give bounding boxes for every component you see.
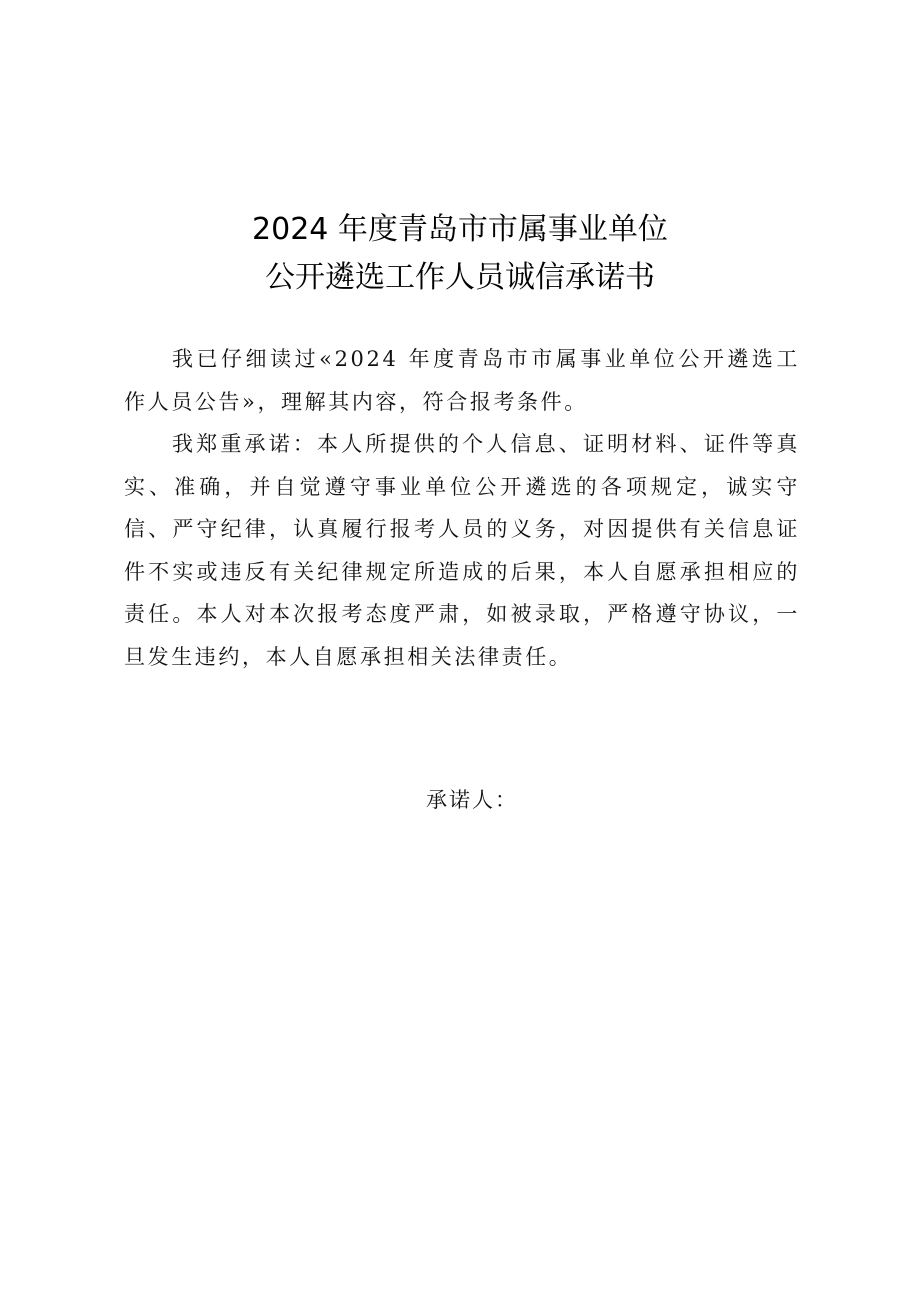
signer-label: 承诺人： xyxy=(426,788,518,812)
paragraph-pledge: 我郑重承诺：本人所提供的个人信息、证明材料、证件等真实、准确，并自觉遵守事业单位公开遴选的各项规定，诚实守信、严守纪律，认真履行报考人员的义务，对因提供有关信息证件不实或违反有关纪律规定所造成的后果，本人自愿承担相应的责任。本人对本次报考态度严肃，如被录取，严格遵守协议，一旦发生违约，本人自愿承担相关法律责任。 xyxy=(124,432,800,669)
document-title-line-2: 公开遴选工作人员诚信承诺书 xyxy=(265,260,655,295)
paragraph-reading-statement: 我已仔细读过«2024 年度青岛市市属事业单位公开遴选工作人员公告»，理解其内容，符合报考条件。 xyxy=(124,347,800,414)
document-title-line-1: 2024 年度青岛市市属事业单位 xyxy=(252,212,668,247)
